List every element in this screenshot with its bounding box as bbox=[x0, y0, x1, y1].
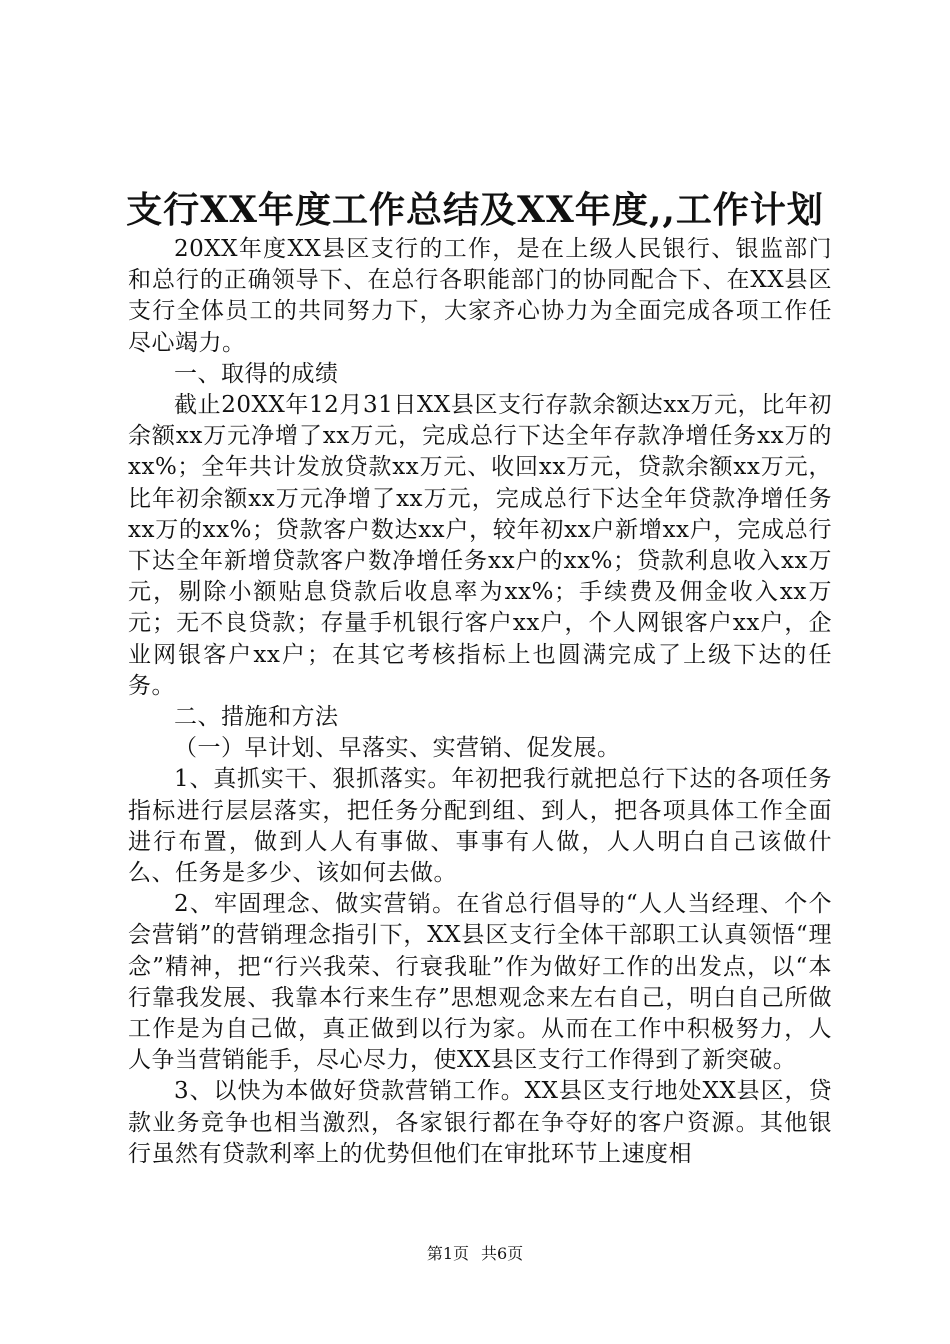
paragraph-item-3: 3、以快为本做好贷款营销工作。XX县区支行地处XX县区，贷款业务竞争也相当激烈，各家银行都在争夺好的客户资源。其他银行虽然有贷款利率上的优势但他们在审批环节上速度相 bbox=[128, 1078, 832, 1167]
page-footer bbox=[0, 1243, 950, 1265]
document-body bbox=[128, 234, 832, 1170]
section-heading-measures: 二、措施和方法 bbox=[174, 704, 339, 731]
paragraph-intro: 20XX年度XX县区支行的工作，是在上级人民银行、银监部门和总行的正确领导下、在总行各职能部门的协同配合下、在XX县区支行全体员工的共同努力下，大家齐心协力为全面完成各项工作任尽心竭力。 bbox=[128, 236, 832, 356]
paragraph-item-1: 1、真抓实干、狠抓落实。年初把我行就把总行下达的各项任务指标进行层层落实，把任务分配到组、到人，把各项具体工作全面进行布置，做到人人有事做、事事有人做，人人明白自己该做什么、任务是多少、该如何去做。 bbox=[128, 766, 832, 887]
section-heading-achievements: 一、取得的成绩 bbox=[174, 360, 339, 387]
paragraph-achievements: 截止20XX年12月31日XX县区支行存款余额达xx万元，比年初余额xx万元净增了xx万元，完成总行下达全年存款净增任务xx万的xx%；全年共计发放贷款xx万元、收回xx万元，贷款余额xx万元，比年初余额xx万元净增了xx万元，完成总行下达全年贷款净增任务xx万的xx%；贷款客户数达xx户，较年初xx户新增xx户，完成总行下达全年新增贷款客户数净增任务xx户的xx%；贷款利息收入xx万元，剔除小额贴息贷款后收息率为xx%；手续费及佣金收入xx万元；无不良贷款；存量手机银行客户xx户，个人网银客户xx户，企业网银客户xx户；在其它考核指标上也圆满完成了上级下达的任务。 bbox=[128, 392, 832, 699]
subsection-heading-1: （一）早计划、早落实、实营销、促发展。 bbox=[174, 735, 621, 762]
page-total: 共6页 bbox=[481, 1244, 524, 1263]
page-number: 第1页 bbox=[426, 1244, 469, 1263]
paragraph-item-2: 2、牢固理念、做实营销。在省总行倡导的“人人当经理、个个会营销”的营销理念指引下，XX县区支行全体干部职工认真领悟“理念”精神，把“行兴我荣、行衰我耻”作为做好工作的出发点，以“本行靠我发展、我靠本行来生存”思想观念来左右自己，明白自己所做工作是为自己做，真正做到以行为家。从而在工作中积极努力，人人争当营销能手，尽心尽力，使XX县区支行工作得到了新突破。 bbox=[128, 891, 832, 1074]
document-title: 支行XX年度工作总结及XX年度,,工作计划 bbox=[126, 189, 824, 231]
